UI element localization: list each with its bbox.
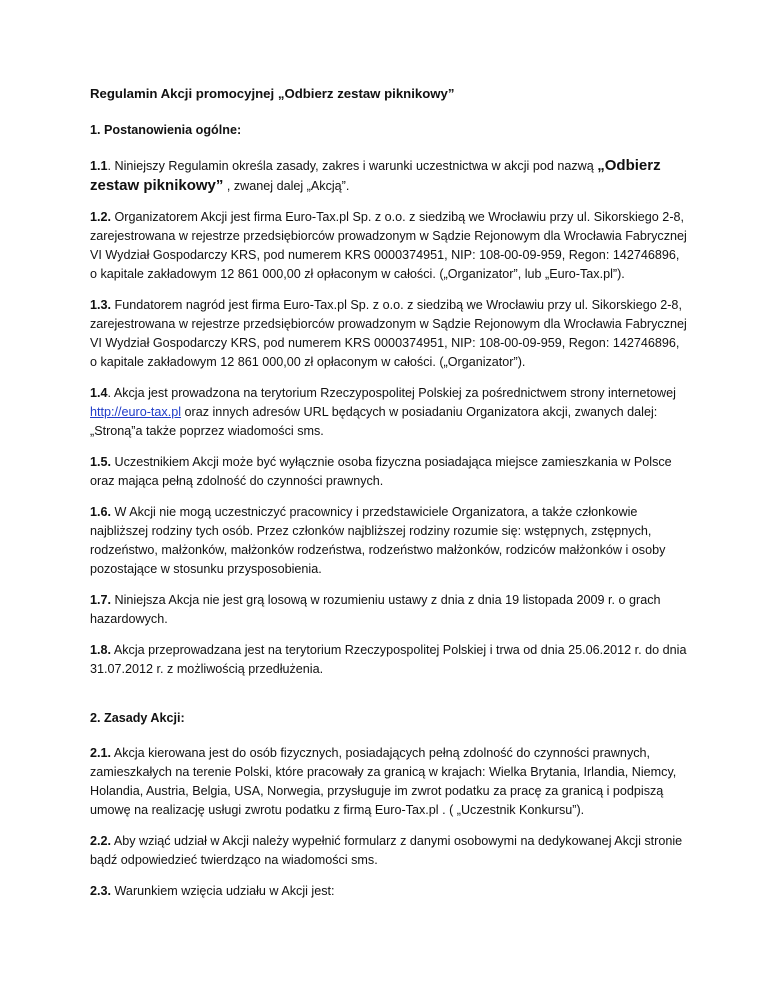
section-1-heading: 1. Postanowienia ogólne:: [90, 123, 242, 137]
paragraph-text: . Akcja jest prowadzona na terytorium Rzeczypospolitej Polskiej za pośrednictwem strony internetowej: [107, 386, 676, 400]
paragraph-2-3: [90, 882, 688, 901]
paragraph-number: 1.5.: [90, 455, 112, 469]
paragraph-1-8: [90, 641, 688, 679]
paragraph-number: 2.3.: [90, 884, 112, 898]
paragraph-text: W Akcji nie mogą uczestniczyć pracownicy i przedstawiciele Organizatora, a także członkowie najbliższej rodziny tych osób. Przez członków najbliższej rodziny rozumie się: wstępnych, zstępnych, rodzeństwo, małżonków, małżonków rodzeństwa, rodzeństwo małżonków, rodziców małżonków i osoby pozostające w stosunku przysposobienia.: [90, 505, 666, 576]
paragraph-1-4: [90, 384, 688, 441]
paragraph-1-6: [90, 503, 688, 579]
paragraph-text: Niniejsza Akcja nie jest grą losową w rozumieniu ustawy z dnia z dnia 19 listopada 2009 r. o grach hazardowych.: [90, 593, 661, 626]
paragraph-2-2: [90, 832, 688, 870]
paragraph-1-7: [90, 591, 688, 629]
paragraph-text: Aby wziąć udział w Akcji należy wypełnić formularz z danymi osobowymi na dedykowanej Akcji stronie bądź odpowiedzieć twierdząco na wiadomości sms.: [90, 834, 683, 867]
paragraph-text: Organizatorem Akcji jest firma Euro-Tax.pl Sp. z o.o. z siedzibą we Wrocławiu przy ul. Sikorskiego 2-8, zarejestrowana w rejestrze przedsiębiorców prowadzonym w Sądzie Rejonowym dla Wrocławia Fabrycznej VI Wydział Gospodarczy KRS, pod numerem KRS 0000374951, NIP: 108-00-09-959, Regon: 142746896, o kapitale zakładowym 12 861 000,00 zł opłaconym w całości. („Organizator”, lub „Euro-Tax.pl”).: [90, 210, 687, 281]
paragraph-2-1: [90, 744, 688, 820]
document-title: Regulamin Akcji promocyjnej „Odbierz zestaw piknikowy”: [90, 86, 455, 101]
paragraph-1-2: [90, 208, 688, 284]
paragraph-number: 2.2.: [90, 834, 112, 848]
paragraph-text: Warunkiem wzięcia udziału w Akcji jest:: [111, 884, 335, 898]
paragraph-number: 2.1.: [90, 746, 112, 760]
paragraph-text: oraz innych adresów URL będących w posiadaniu Organizatora akcji, zwanych dalej: „Stroną”a także poprzez wiadomości sms.: [90, 405, 658, 438]
paragraph-number: 1.8.: [90, 643, 112, 657]
paragraph-1-3: [90, 296, 688, 372]
paragraph-number: 1.4: [90, 386, 108, 400]
paragraph-number: 1.6.: [90, 505, 112, 519]
paragraph-number: 1.2.: [90, 210, 112, 224]
paragraph-text: , zwanej dalej „Akcją”.: [223, 179, 350, 193]
paragraph-number: 1.3.: [90, 298, 112, 312]
section-2-heading: 2. Zasady Akcji:: [90, 711, 185, 725]
paragraph-text: . Niniejszy Regulamin określa zasady, zakres i warunki uczestnictwa w akcji pod nazwą: [107, 159, 598, 173]
paragraph-1-1: [90, 156, 688, 196]
promotion-name: „Odbierz zestaw piknikowy”: [90, 157, 661, 194]
paragraph-text: Akcja kierowana jest do osób fizycznych, posiadających pełną zdolność do czynności prawnych, zamieszkałych na terenie Polski, które pracowały za granicą w krajach: Wielka Brytania, Irlandia, Niemcy, Holandia, Austria, Belgia, USA, Norwegia, przysługuje im zwrot podatku za pracę za granicą i podpiszą umowę na realizację usługi zwrotu podatku z firmą Euro-Tax.pl . ( „Uczestnik Konkursu”).: [90, 746, 677, 817]
paragraph-text: Akcja przeprowadzana jest na terytorium Rzeczypospolitej Polskiej i trwa od dnia 25.06.2012 r. do dnia 31.07.2012 r. z możliwością przedłużenia.: [90, 643, 687, 676]
paragraph-number: 1.1: [90, 159, 108, 173]
paragraph-text: Uczestnikiem Akcji może być wyłącznie osoba fizyczna posiadająca miejsce zamieszkania w Polsce oraz mająca pełną zdolność do czynności prawnych.: [90, 455, 672, 488]
paragraph-number: 1.7.: [90, 593, 112, 607]
paragraph-1-5: [90, 453, 688, 491]
document-page: [90, 84, 688, 913]
euro-tax-link[interactable]: http://euro-tax.pl: [90, 405, 182, 419]
paragraph-text: Fundatorem nagród jest firma Euro-Tax.pl Sp. z o.o. z siedzibą we Wrocławiu przy ul. Sikorskiego 2-8, zarejestrowana w rejestrze przedsiębiorców prowadzonym w Sądzie Rejonowym dla Wrocławia Fabrycznej VI Wydział Gospodarczy KRS, pod numerem KRS 0000374951, NIP: 108-00-09-959, Regon: 142746896, o kapitale zakładowym 12 861 000,00 zł opłaconym w całości. („Organizator”).: [90, 298, 687, 369]
